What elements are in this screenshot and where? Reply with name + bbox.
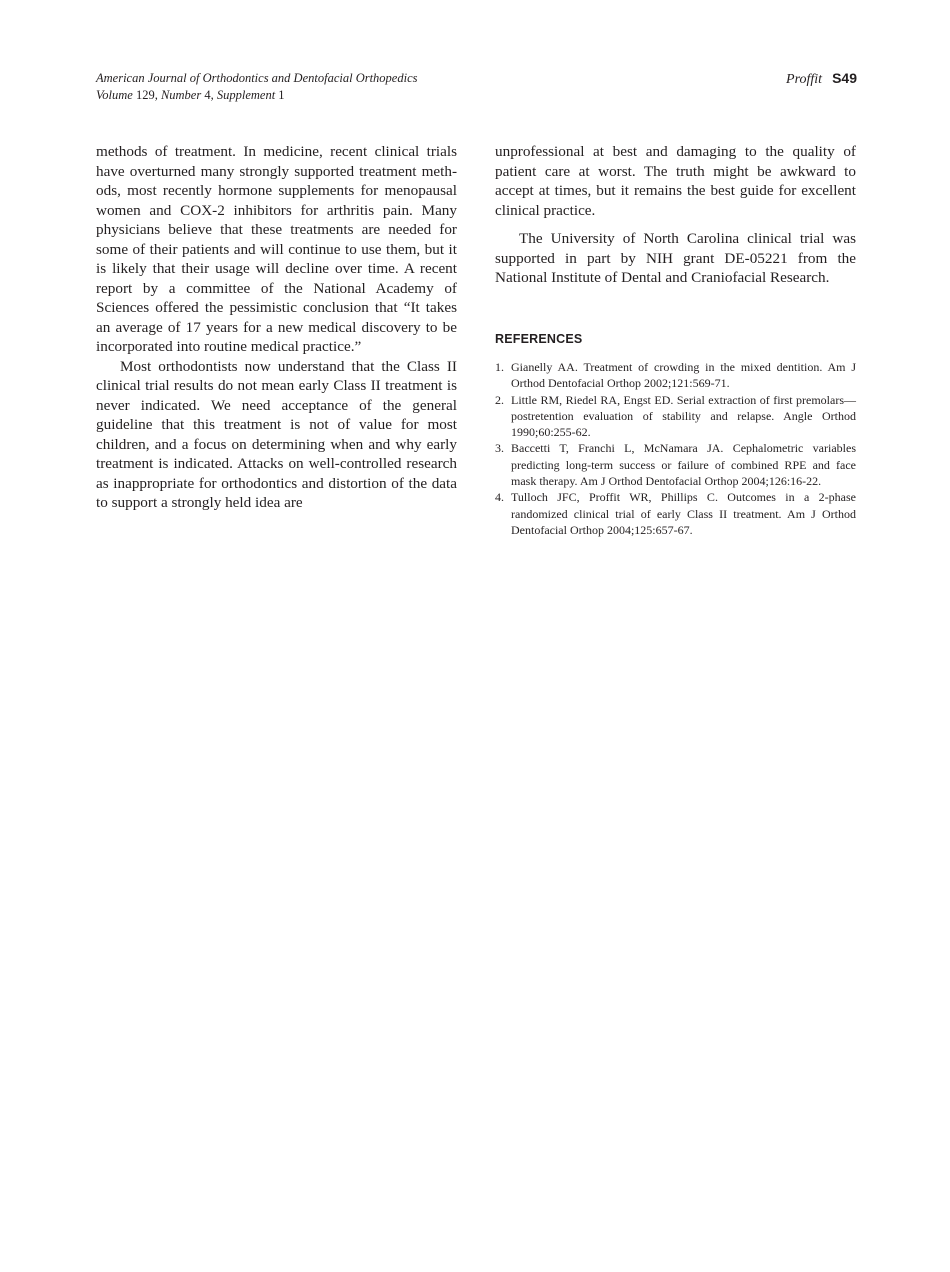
journal-title: American Journal of Orthodontics and Dentofacial Orthopedics [96, 71, 418, 85]
volume-value: 129 [135, 88, 155, 102]
header-right [786, 70, 857, 88]
running-author: Proffit [786, 72, 823, 87]
reference-item [495, 489, 856, 538]
body-paragraph: methods of treatment. In medicine, recent clinical trials have overturned many strongly supported treatment methods, most recently hormone supplements for menopausal women and COX-2 inhibitors for arthritis pain. Many physicians believe that these treatments are needed for some of their patients and will continue to use them, but it is likely that their usage will decline over time. A recent report by a committee of the National Academy of Sciences offered the pessimistic conclusion that “It takes an average of 17 years for a new medical discovery to be incorporated into routine medical practice.” [96, 143, 457, 355]
left-column [96, 142, 457, 513]
reference-text: Little RM, Riedel RA, Engst ED. Serial extraction of first premolars—postretention evaluation of stability and relapse. Angle Orthod 1990;60:255-62. [511, 392, 856, 440]
number-value: 4 [204, 88, 211, 102]
issue-info: Volume 129, Number 4, Supplement 1 [96, 88, 285, 102]
supplement-value: 1 [278, 88, 285, 102]
references-list [495, 359, 856, 538]
reference-text: Baccetti T, Franchi L, McNamara JA. Cephalometric variables predicting long-term success or failure of combined RPE and face mask therapy. Am J Orthod Dentofacial Orthop 2004;126:16-22. [511, 441, 856, 489]
body-paragraph: Most orthodontists now understand that the Class II clinical trial results do not mean early Class II treatment is never indicated. We need acceptance of the general guideline that this treatment is not of value for most children, and a focus on determining when and why early treatment is indicated. Attacks on well-controlled research as inappropriate for orthodontics and distortion of the data to support a strongly held idea are [96, 357, 457, 511]
reference-item [495, 440, 856, 489]
reference-number: 1. [495, 360, 504, 374]
volume-label: Volume [96, 88, 133, 102]
running-header [96, 70, 857, 110]
body-paragraph: unprofessional at best and damaging to the quality of patient care at worst. The truth might be awkward to accept at times, but it remains the best guide for excellent clinical practice. [495, 143, 856, 219]
reference-text: Tulloch JFC, Proffit WR, Phillips C. Outcomes in a 2-phase randomized clinical trial of early Class II treatment. Am J Orthod Dentofacial Orthop 2004;125:657-67. [511, 490, 856, 537]
right-column [495, 142, 856, 538]
references-heading: REFERENCES [495, 331, 583, 346]
reference-item [495, 392, 856, 441]
reference-number: 3. [495, 441, 504, 456]
supplement-label: Supplement [216, 88, 276, 102]
acknowledgment-paragraph: The University of North Carolina clinical trial was supported in part by NIH grant DE-05221 from the National Institute of Dental and Craniofacial Research. [495, 230, 856, 286]
reference-item [495, 359, 856, 392]
reference-text: Gianelly AA. Treatment of crowding in the mixed dentition. Am J Orthod Dentofacial Orthop 2002;121:569-71. [511, 360, 856, 391]
page-number: S49 [832, 70, 857, 86]
number-label: Number [160, 88, 202, 102]
reference-number: 4. [495, 490, 504, 505]
reference-number: 2. [495, 392, 504, 407]
